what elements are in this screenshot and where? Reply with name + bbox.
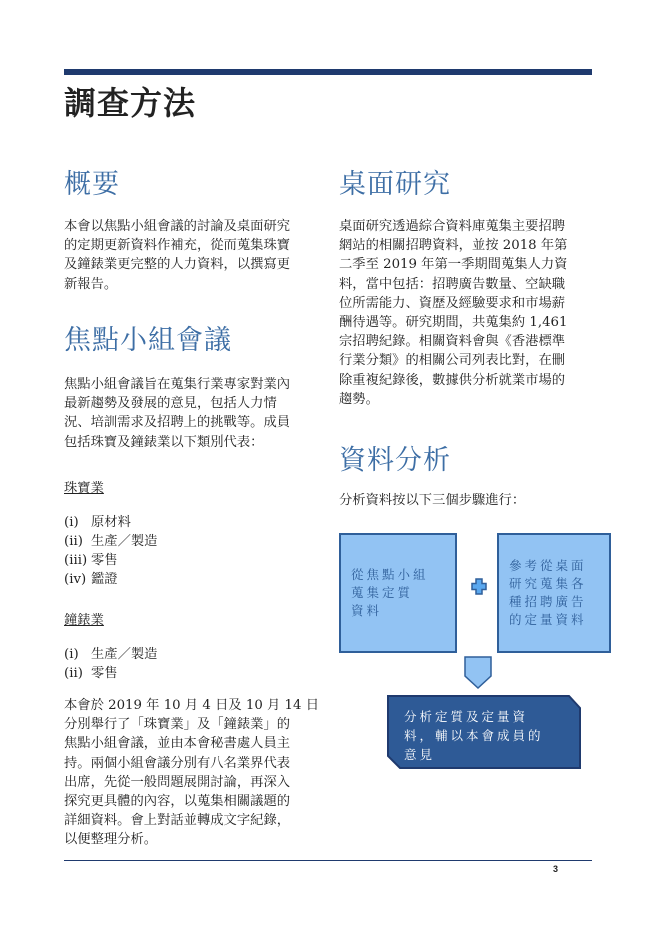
text-line: 本會以焦點小組會議的討論及桌面研究 [64,219,291,234]
box-line: 料，輔以本會成員的 [404,728,544,743]
text-line: 網站的相關招聘資料，並按 2018 年第 [339,238,568,254]
list-text: 零售 [91,666,118,681]
focus-group-closing [64,696,324,850]
text-line: 探究更具體的內容，以蒐集相關議題的 [64,794,291,810]
text-line: 分別舉行了「珠寶業」及「鐘錶業」的 [64,717,291,733]
box-line: 研究蒐集各 [509,576,587,591]
text-line: 除重複紀錄後，數據供分析就業市場的 [339,372,566,388]
list-text: 生產／製造 [91,534,158,549]
list-item [64,532,157,551]
overview-heading: 概要 [64,169,120,200]
desk-research-input-box [497,533,611,653]
desk-research-paragraph [339,217,594,409]
box-line: 參考從桌面 [509,558,587,573]
text-line: 及鐘錶業更完整的人力資料，以撰寫更 [64,257,291,273]
footer-rule [64,860,592,861]
desk-research-heading: 桌面研究 [339,169,451,200]
text-line: 宗招聘紀錄。相關資料會與《香港標準 [339,334,566,350]
list-text: 生產／製造 [91,647,158,662]
text-line: 本會於 2019 年 10 月 4 日及 10 月 14 日 [64,698,319,713]
text-line: 酬待遇等。研究期間，共蒐集約 1,461 [339,315,568,331]
down-arrow-icon [463,656,493,690]
text-line: 趨勢。 [339,391,379,407]
page-number: 3 [553,864,559,874]
text-line: 桌面研究透過綜合資料庫蒐集主要招聘 [339,219,566,234]
box-line: 分析定質及定量資 [404,709,529,724]
list-item [64,551,157,570]
text-line: 位所需能力、資歷及經驗要求和市場薪 [339,295,566,311]
text-line: 詳細資料。會上對話並轉成文字紀錄， [64,813,291,829]
text-line: 焦點小組會議旨在蒐集行業專家對業內 [64,377,291,392]
overview-paragraph [64,217,314,294]
box-line: 種招聘廣告 [509,594,587,609]
list-item [64,664,157,683]
box-line: 蒐集定質 [351,585,414,600]
box-line: 從焦點小組 [351,567,429,582]
list-number: (iv) [64,572,87,587]
list-number: (ii) [64,666,83,681]
page-title: 調查方法 [64,84,197,122]
list-item [64,645,157,664]
list-item [64,570,157,589]
jewellery-list [64,513,157,589]
box-line: 的定量資料 [509,612,587,627]
focus-group-intro [64,375,314,452]
jewellery-label: 珠寶業 [64,481,104,496]
text-line: 料，當中包括：招聘廣告數量、空缺職 [339,276,566,292]
text-line: 包括珠寶及鐘錶業以下類別代表： [64,434,264,450]
text-line: 焦點小組會議，並由本會秘書處人員主 [64,736,291,752]
text-line: 二季至 2019 年第一季期間蒐集人力資 [339,257,568,273]
watch-label: 鐘錶業 [64,613,104,628]
box-line: 意見 [404,747,436,762]
focus-group-heading: 焦點小組會議 [64,325,232,356]
list-number: (i) [64,515,79,530]
list-text: 零售 [91,553,118,568]
focus-group-input-box [339,533,457,653]
text-line: 新報告。 [64,276,118,292]
text-line: 況、培訓需求及招聘上的挑戰等。成員 [64,415,291,431]
text-line: 行業分類》的相關公司列表比對，在刪 [339,353,566,369]
list-text: 原材料 [91,515,131,530]
text-line: 出席，先從一般問題展開討論，再深入 [64,774,291,790]
watch-list [64,645,157,683]
box-line: 資料 [351,603,383,618]
text-line: 以便整理分析。 [64,832,158,848]
list-number: (iii) [64,553,88,568]
text-line: 持。兩個小組會議分別有八名業界代表 [64,755,291,771]
list-number: (ii) [64,534,83,549]
header-rule [64,69,592,75]
text-line: 最新趨勢及發展的意見，包括人力情 [64,396,277,412]
list-item [64,513,157,532]
list-number: (i) [64,647,79,662]
data-analysis-intro: 分析資料按以下三個步驟進行： [339,493,526,508]
data-analysis-heading: 資料分析 [339,445,451,476]
plus-icon [471,578,487,595]
text-line: 的定期更新資料作補充，從而蒐集珠寶 [64,238,291,254]
analysis-result-text [404,707,569,764]
list-text: 鑑證 [91,572,118,587]
